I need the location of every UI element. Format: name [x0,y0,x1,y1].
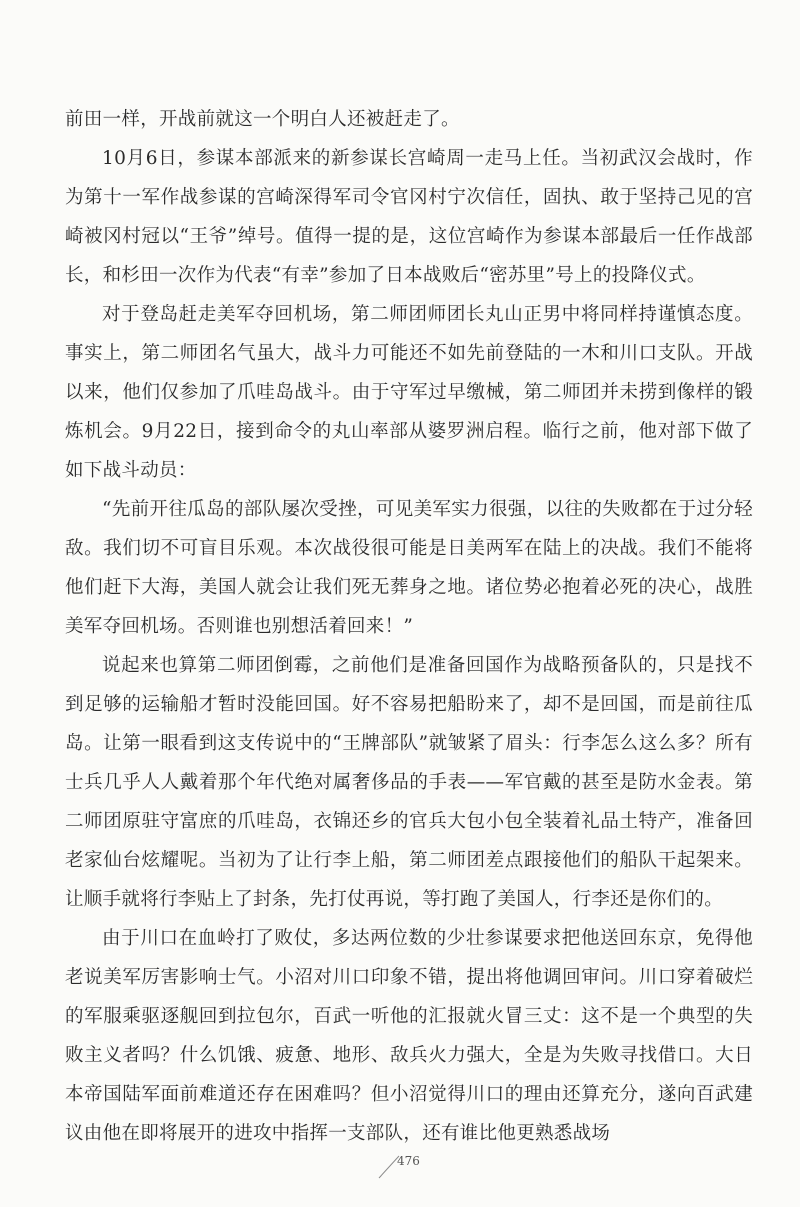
paragraph-1: 前田一样，开战前就这一个明白人还被赶走了。 [65,109,460,130]
paragraph-3: 对于登岛赶走美军夺回机场，第二师团师团长丸山正男中将同样持谨慎态度。事实上，第二师团名气虽大，战斗力可能还不如先前登陆的一木和川口支队。开战以来，他们仅参加了爪哇岛战斗。由于守军过早缴械，第二师团并未捞到像样的锻炼机会。9月22日，接到命令的丸山率部从婆罗洲启程。临行之前，他对部下做了如下战斗动员： [65,304,753,481]
paragraph-4-quote: “先前开往瓜岛的部队屡次受挫，可见美军实力很强，以往的失败都在于过分轻敌。我们切不可盲目乐观。本次战役很可能是日美两军在陆上的决战。我们不能将他们赶下大海，美国人就会让我们死无葬身之地。诸位势必抱着必死的决心，战胜美军夺回机场。否则谁也别想活着回来！” [65,499,753,637]
paragraph-5: 说起来也算第二师团倒霉，之前他们是准备回国作为战略预备队的，只是找不到足够的运输船才暂时没能回国。好不容易把船盼来了，却不是回国，而是前往瓜岛。让第一眼看到这支传说中的“王牌部队”就皱紧了眉头：行李怎么这么多？所有士兵几乎人人戴着那个年代绝对属奢侈品的手表——军官戴的甚至是防水金表。第二师团原驻守富庶的爪哇岛，衣锦还乡的官兵大包小包全装着礼品土特产，准备回老家仙台炫耀呢。当初为了让行李上船，第二师团差点跟接他们的船队干起架来。让顺手就将行李贴上了封条，先打仗再说，等打跑了美国人，行李还是你们的。 [65,655,753,910]
page-number: 476 [397,1154,420,1168]
paragraph-6: 由于川口在血岭打了败仗，多达两位数的少壮参谋要求把他送回东京，免得他老说美军厉害影响士气。小沼对川口印象不错，提出将他调回审问。川口穿着破烂的军服乘驱逐舰回到拉包尔，百武一听他的汇报就火冒三丈：这不是一个典型的失败主义者吗？什么饥饿、疲惫、地形、敌兵火力强大，全是为失败寻找借口。大日本帝国陆军面前难道还存在困难吗？但小沼觉得川口的理由还算充分，遂向百武建议由他在即将展开的进攻中指挥一支部队，还有谁比他更熟悉战场 [65,928,753,1144]
paragraph-2: 10月6日，参谋本部派来的新参谋长宫崎周一走马上任。当初武汉会战时，作为第十一军作战参谋的宫崎深得军司令官冈村宁次信任，固执、敢于坚持己见的宫崎被冈村冠以“王爷”绰号。值得一提的是，这位宫崎作为参谋本部最后一任作战部长，和杉田一次作为代表“有幸”参加了日本战败后“密苏里”号上的投降仪式。 [65,148,753,286]
body-text [65,100,753,1153]
page-footer [0,1150,800,1190]
